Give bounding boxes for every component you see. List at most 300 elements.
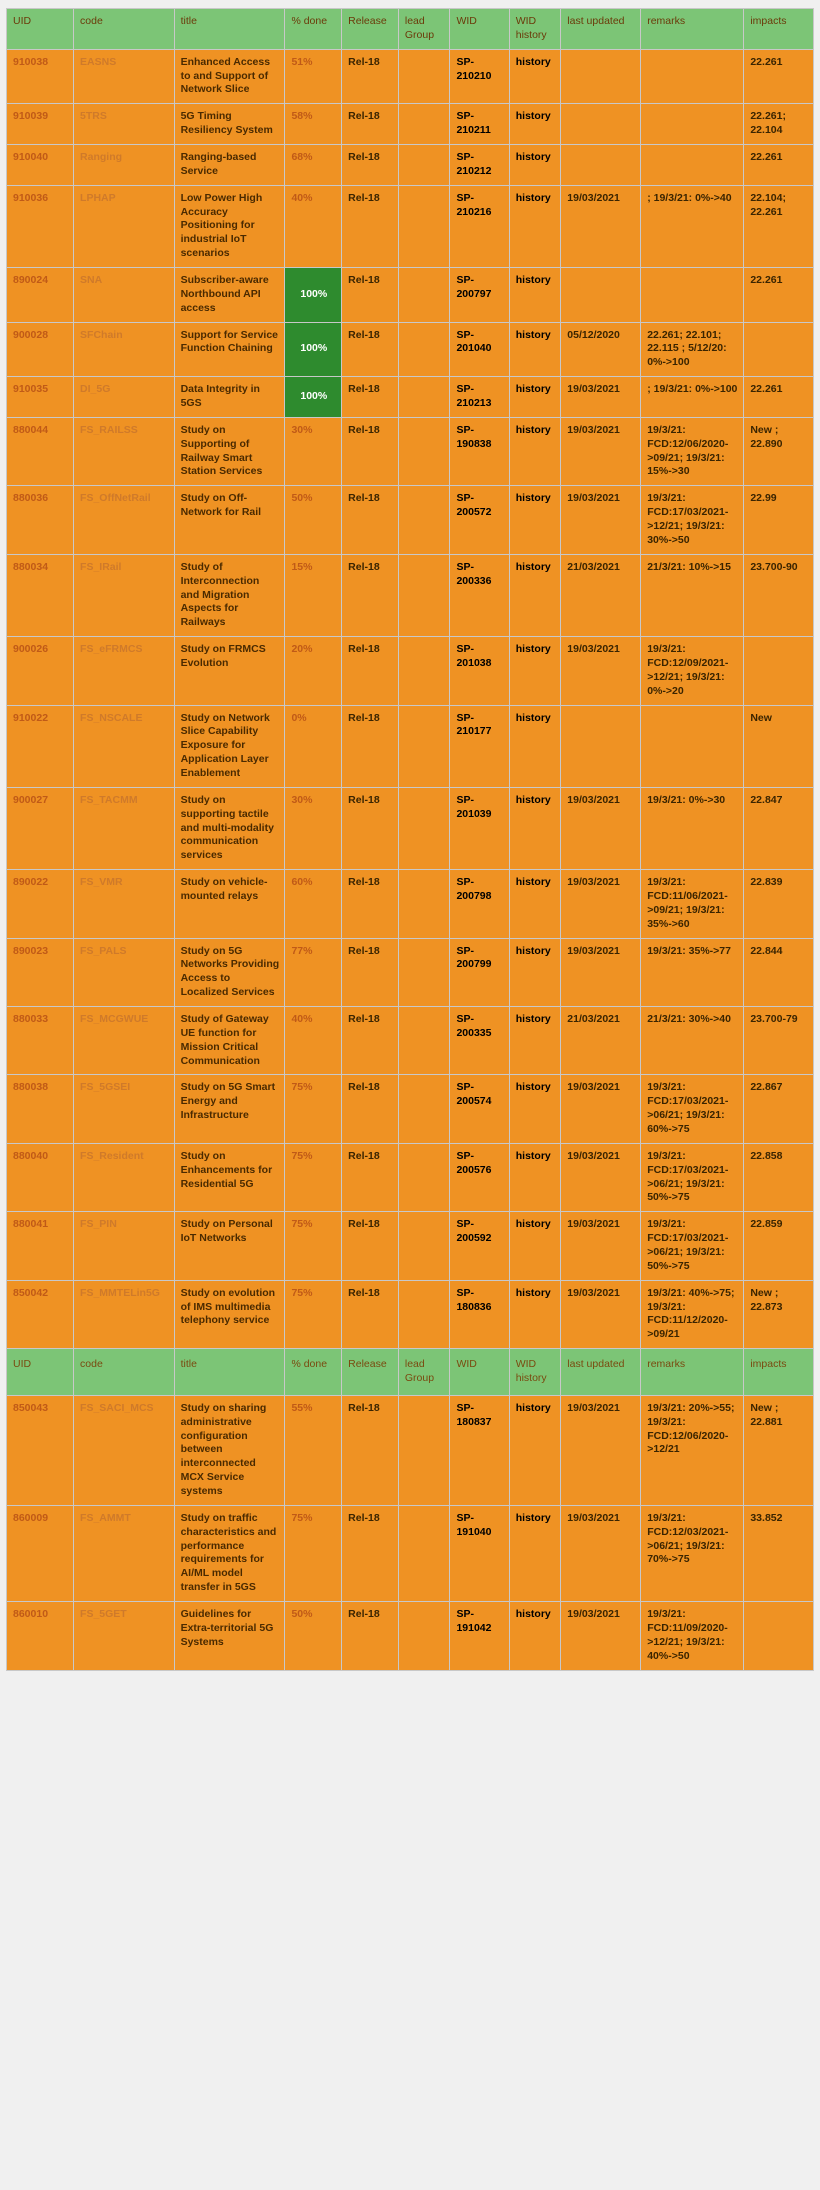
cell-percent-done: 30% <box>285 417 342 485</box>
cell-lead-group <box>398 417 450 485</box>
cell-release: Rel-18 <box>342 1602 399 1670</box>
cell-impacts: 22.867 <box>744 1075 814 1143</box>
cell-code[interactable]: FS_PIN <box>74 1212 175 1280</box>
column-header-wid[interactable]: WID <box>450 9 509 50</box>
cell-last-updated: 19/03/2021 <box>561 417 641 485</box>
cell-impacts: 22.104; 22.261 <box>744 185 814 267</box>
cell-wid-history-link[interactable]: history <box>509 554 561 636</box>
cell-title: Study on Supporting of Railway Smart Station Services <box>174 417 285 485</box>
column-header-last-updated[interactable]: last updated <box>561 9 641 50</box>
cell-wid-link[interactable]: SP-200572 <box>450 486 509 554</box>
column-header-repeat[interactable]: code <box>74 1349 175 1396</box>
table-row <box>7 145 814 186</box>
cell-release: Rel-18 <box>342 1505 399 1601</box>
cell-last-updated: 19/03/2021 <box>561 185 641 267</box>
cell-lead-group <box>398 486 450 554</box>
cell-code[interactable]: FS_IRail <box>74 554 175 636</box>
cell-remarks: 19/3/21: FCD:17/03/2021->06/21; 19/3/21: 50%->75 <box>641 1143 744 1211</box>
cell-wid-history-link[interactable]: history <box>509 637 561 705</box>
cell-uid: 890024 <box>7 268 74 323</box>
cell-last-updated: 19/03/2021 <box>561 1143 641 1211</box>
column-header-repeat[interactable]: impacts <box>744 1349 814 1396</box>
column-header-repeat[interactable]: WID <box>450 1349 509 1396</box>
cell-impacts: New ; 22.890 <box>744 417 814 485</box>
cell-uid: 910036 <box>7 185 74 267</box>
cell-wid-link[interactable]: SP-191042 <box>450 1602 509 1670</box>
cell-code[interactable]: FS_PALS <box>74 938 175 1006</box>
cell-wid-link[interactable]: SP-200799 <box>450 938 509 1006</box>
column-header-repeat[interactable]: UID <box>7 1349 74 1396</box>
cell-impacts: 23.700-79 <box>744 1006 814 1074</box>
cell-percent-done: 40% <box>285 185 342 267</box>
cell-release: Rel-18 <box>342 1212 399 1280</box>
cell-wid-link[interactable]: SP-200574 <box>450 1075 509 1143</box>
cell-last-updated <box>561 268 641 323</box>
cell-wid-link[interactable]: SP-180837 <box>450 1395 509 1505</box>
column-header-repeat[interactable]: remarks <box>641 1349 744 1396</box>
cell-remarks <box>641 268 744 323</box>
cell-percent-done: 30% <box>285 787 342 869</box>
cell-percent-done: 15% <box>285 554 342 636</box>
column-header-repeat[interactable]: last updated <box>561 1349 641 1396</box>
cell-impacts <box>744 1602 814 1670</box>
cell-remarks <box>641 104 744 145</box>
cell-title: Study on traffic characteristics and performance requirements for AI/ML model transfer in 5GS <box>174 1505 285 1601</box>
cell-lead-group <box>398 1075 450 1143</box>
cell-remarks: 19/3/21: 20%->55; 19/3/21: FCD:12/06/2020->12/21 <box>641 1395 744 1505</box>
cell-uid: 910040 <box>7 145 74 186</box>
cell-wid-history-link[interactable]: history <box>509 1006 561 1074</box>
cell-impacts: 22.261 <box>744 377 814 418</box>
cell-lead-group <box>398 104 450 145</box>
cell-wid-link[interactable]: SP-210210 <box>450 49 509 104</box>
cell-uid: 890023 <box>7 938 74 1006</box>
table-row <box>7 787 814 869</box>
table-row <box>7 1280 814 1348</box>
cell-wid-history-link[interactable]: history <box>509 1280 561 1348</box>
table-row <box>7 705 814 787</box>
table-row <box>7 1075 814 1143</box>
cell-impacts <box>744 637 814 705</box>
cell-percent-done: 77% <box>285 938 342 1006</box>
cell-release: Rel-18 <box>342 705 399 787</box>
cell-uid: 850043 <box>7 1395 74 1505</box>
cell-code[interactable]: FS_Resident <box>74 1143 175 1211</box>
cell-lead-group <box>398 1505 450 1601</box>
column-header-lead-group[interactable]: lead Group <box>398 9 450 50</box>
cell-percent-done: 75% <box>285 1280 342 1348</box>
cell-impacts: 22.847 <box>744 787 814 869</box>
cell-wid-history-link[interactable]: history <box>509 185 561 267</box>
cell-code[interactable]: Ranging <box>74 145 175 186</box>
table-row <box>7 554 814 636</box>
table-row <box>7 185 814 267</box>
table-row <box>7 1602 814 1670</box>
cell-last-updated: 19/03/2021 <box>561 1212 641 1280</box>
cell-remarks: 19/3/21: FCD:12/09/2021->12/21; 19/3/21: 0%->20 <box>641 637 744 705</box>
cell-code[interactable]: EASNS <box>74 49 175 104</box>
cell-code[interactable]: FS_MCGWUE <box>74 1006 175 1074</box>
column-header-uid[interactable]: UID <box>7 9 74 50</box>
cell-remarks <box>641 145 744 186</box>
cell-percent-done: 50% <box>285 486 342 554</box>
column-header-repeat[interactable]: WID history <box>509 1349 561 1396</box>
cell-uid: 880044 <box>7 417 74 485</box>
cell-percent-done: 68% <box>285 145 342 186</box>
table-row <box>7 938 814 1006</box>
cell-title: 5G Timing Resiliency System <box>174 104 285 145</box>
cell-uid: 910038 <box>7 49 74 104</box>
cell-title: Study on 5G Networks Providing Access to Localized Services <box>174 938 285 1006</box>
cell-wid-history-link[interactable]: history <box>509 145 561 186</box>
cell-lead-group <box>398 787 450 869</box>
cell-title: Guidelines for Extra-territorial 5G Systems <box>174 1602 285 1670</box>
table-row <box>7 268 814 323</box>
cell-impacts: 22.261 <box>744 268 814 323</box>
cell-last-updated: 19/03/2021 <box>561 870 641 938</box>
cell-lead-group <box>398 377 450 418</box>
cell-last-updated <box>561 104 641 145</box>
cell-title: Study on vehicle-mounted relays <box>174 870 285 938</box>
cell-lead-group <box>398 1143 450 1211</box>
column-header-repeat[interactable]: Release <box>342 1349 399 1396</box>
cell-percent-done: 55% <box>285 1395 342 1505</box>
cell-last-updated: 19/03/2021 <box>561 787 641 869</box>
cell-lead-group <box>398 1212 450 1280</box>
cell-percent-done: 75% <box>285 1075 342 1143</box>
cell-uid: 910035 <box>7 377 74 418</box>
cell-release: Rel-18 <box>342 417 399 485</box>
cell-lead-group <box>398 870 450 938</box>
column-header-repeat[interactable]: title <box>174 1349 285 1396</box>
cell-title: Study on FRMCS Evolution <box>174 637 285 705</box>
cell-lead-group <box>398 268 450 323</box>
cell-lead-group <box>398 185 450 267</box>
cell-title: Study on 5G Smart Energy and Infrastructure <box>174 1075 285 1143</box>
cell-code[interactable]: LPHAP <box>74 185 175 267</box>
cell-last-updated <box>561 49 641 104</box>
cell-uid: 880040 <box>7 1143 74 1211</box>
cell-code[interactable]: FS_NSCALE <box>74 705 175 787</box>
cell-title: Study on Off-Network for Rail <box>174 486 285 554</box>
cell-remarks: 19/3/21: 35%->77 <box>641 938 744 1006</box>
cell-uid: 850042 <box>7 1280 74 1348</box>
cell-uid: 860009 <box>7 1505 74 1601</box>
cell-release: Rel-18 <box>342 1143 399 1211</box>
cell-uid: 880034 <box>7 554 74 636</box>
cell-code[interactable]: FS_OffNetRail <box>74 486 175 554</box>
column-header-percent-done[interactable]: % done <box>285 9 342 50</box>
cell-last-updated: 19/03/2021 <box>561 1395 641 1505</box>
column-header-repeat[interactable]: lead Group <box>398 1349 450 1396</box>
column-header-title[interactable]: title <box>174 9 285 50</box>
cell-title: Data Integrity in 5GS <box>174 377 285 418</box>
cell-impacts: 22.261 <box>744 49 814 104</box>
cell-wid-link[interactable]: SP-191040 <box>450 1505 509 1601</box>
cell-impacts: 22.99 <box>744 486 814 554</box>
cell-uid: 900026 <box>7 637 74 705</box>
cell-release: Rel-18 <box>342 49 399 104</box>
table-row <box>7 1505 814 1601</box>
column-header-remarks[interactable]: remarks <box>641 9 744 50</box>
cell-last-updated: 19/03/2021 <box>561 637 641 705</box>
cell-wid-history-link[interactable]: history <box>509 268 561 323</box>
cell-last-updated: 05/12/2020 <box>561 322 641 377</box>
cell-title: Study on supporting tactile and multi-modality communication services <box>174 787 285 869</box>
cell-last-updated <box>561 145 641 186</box>
column-header-repeat[interactable]: % done <box>285 1349 342 1396</box>
cell-wid-link[interactable]: SP-210177 <box>450 705 509 787</box>
cell-percent-done: 75% <box>285 1143 342 1211</box>
cell-uid: 880033 <box>7 1006 74 1074</box>
cell-lead-group <box>398 145 450 186</box>
cell-lead-group <box>398 1395 450 1505</box>
cell-wid-link[interactable]: SP-180836 <box>450 1280 509 1348</box>
cell-release: Rel-18 <box>342 787 399 869</box>
cell-wid-history-link[interactable]: history <box>509 787 561 869</box>
cell-lead-group <box>398 705 450 787</box>
cell-wid-link[interactable]: SP-200798 <box>450 870 509 938</box>
cell-uid: 910039 <box>7 104 74 145</box>
cell-title: Study on sharing administrative configuration between interconnected MCX Service systems <box>174 1395 285 1505</box>
cell-wid-link[interactable]: SP-201039 <box>450 787 509 869</box>
cell-code[interactable]: FS_TACMM <box>74 787 175 869</box>
cell-remarks: 19/3/21: 40%->75; 19/3/21: FCD:11/12/2020->09/21 <box>641 1280 744 1348</box>
cell-remarks: 19/3/21: FCD:11/09/2020->12/21; 19/3/21: 40%->50 <box>641 1602 744 1670</box>
cell-uid: 860010 <box>7 1602 74 1670</box>
cell-release: Rel-18 <box>342 185 399 267</box>
cell-remarks: 19/3/21: FCD:12/06/2020->09/21; 19/3/21: 15%->30 <box>641 417 744 485</box>
cell-impacts: 22.839 <box>744 870 814 938</box>
cell-title: Support for Service Function Chaining <box>174 322 285 377</box>
cell-release: Rel-18 <box>342 938 399 1006</box>
cell-release: Rel-18 <box>342 145 399 186</box>
cell-last-updated: 19/03/2021 <box>561 1280 641 1348</box>
cell-lead-group <box>398 938 450 1006</box>
cell-percent-done: 0% <box>285 705 342 787</box>
cell-code[interactable]: FS_5GET <box>74 1602 175 1670</box>
work-items-table <box>6 8 814 1671</box>
cell-lead-group <box>398 554 450 636</box>
cell-lead-group <box>398 322 450 377</box>
cell-uid: 900027 <box>7 787 74 869</box>
table-row <box>7 322 814 377</box>
cell-impacts: 22.858 <box>744 1143 814 1211</box>
table-row <box>7 1006 814 1074</box>
cell-release: Rel-18 <box>342 486 399 554</box>
cell-remarks: ; 19/3/21: 0%->100 <box>641 377 744 418</box>
cell-release: Rel-18 <box>342 637 399 705</box>
cell-uid: 880041 <box>7 1212 74 1280</box>
cell-uid: 880038 <box>7 1075 74 1143</box>
cell-percent-done: 60% <box>285 870 342 938</box>
cell-percent-done: 50% <box>285 1602 342 1670</box>
cell-wid-history-link[interactable]: history <box>509 1075 561 1143</box>
table-header <box>7 9 814 50</box>
cell-remarks: 19/3/21: FCD:17/03/2021->12/21; 19/3/21: 30%->50 <box>641 486 744 554</box>
cell-release: Rel-18 <box>342 1280 399 1348</box>
table-row <box>7 870 814 938</box>
cell-last-updated: 21/03/2021 <box>561 554 641 636</box>
cell-remarks: 22.261; 22.101; 22.115 ; 5/12/20: 0%->100 <box>641 322 744 377</box>
cell-title: Study on Personal IoT Networks <box>174 1212 285 1280</box>
cell-title: Study on Enhancements for Residential 5G <box>174 1143 285 1211</box>
cell-impacts: 22.859 <box>744 1212 814 1280</box>
cell-uid: 880036 <box>7 486 74 554</box>
cell-impacts: 33.852 <box>744 1505 814 1601</box>
cell-remarks <box>641 705 744 787</box>
column-header-release[interactable]: Release <box>342 9 399 50</box>
cell-remarks: 19/3/21: 0%->30 <box>641 787 744 869</box>
cell-code[interactable]: DI_5G <box>74 377 175 418</box>
cell-release: Rel-18 <box>342 377 399 418</box>
cell-last-updated <box>561 705 641 787</box>
cell-wid-link[interactable]: SP-200336 <box>450 554 509 636</box>
cell-last-updated: 19/03/2021 <box>561 938 641 1006</box>
cell-impacts: 22.844 <box>744 938 814 1006</box>
cell-wid-history-link[interactable]: history <box>509 705 561 787</box>
cell-code[interactable]: FS_MMTELin5G <box>74 1280 175 1348</box>
cell-wid-link[interactable]: SP-200797 <box>450 268 509 323</box>
cell-title: Study on Network Slice Capability Exposure for Application Layer Enablement <box>174 705 285 787</box>
cell-wid-history-link[interactable]: history <box>509 1602 561 1670</box>
cell-percent-done: 100% <box>285 322 342 377</box>
cell-wid-history-link[interactable]: history <box>509 870 561 938</box>
column-header-wid-history[interactable]: WID history <box>509 9 561 50</box>
cell-wid-link[interactable]: SP-200335 <box>450 1006 509 1074</box>
table-row <box>7 417 814 485</box>
cell-remarks: 21/3/21: 10%->15 <box>641 554 744 636</box>
cell-percent-done: 20% <box>285 637 342 705</box>
cell-release: Rel-18 <box>342 1075 399 1143</box>
cell-title: Study of Gateway UE function for Mission Critical Communication <box>174 1006 285 1074</box>
cell-last-updated: 21/03/2021 <box>561 1006 641 1074</box>
table-row <box>7 486 814 554</box>
cell-code[interactable]: FS_VMR <box>74 870 175 938</box>
table-row <box>7 49 814 104</box>
cell-remarks: 19/3/21: FCD:17/03/2021->06/21; 19/3/21: 50%->75 <box>641 1212 744 1280</box>
cell-wid-link[interactable]: SP-210212 <box>450 145 509 186</box>
cell-title: Study of Interconnection and Migration Aspects for Railways <box>174 554 285 636</box>
cell-code[interactable]: FS_AMMT <box>74 1505 175 1601</box>
cell-impacts: New <box>744 705 814 787</box>
cell-last-updated: 19/03/2021 <box>561 1075 641 1143</box>
cell-lead-group <box>398 1006 450 1074</box>
cell-title: Enhanced Access to and Support of Network Slice <box>174 49 285 104</box>
column-header-code[interactable]: code <box>74 9 175 50</box>
cell-wid-link[interactable]: SP-201038 <box>450 637 509 705</box>
cell-wid-link[interactable]: SP-200592 <box>450 1212 509 1280</box>
cell-impacts: New ; 22.881 <box>744 1395 814 1505</box>
cell-percent-done: 75% <box>285 1505 342 1601</box>
cell-code[interactable]: FS_SACI_MCS <box>74 1395 175 1505</box>
cell-code[interactable]: FS_RAILSS <box>74 417 175 485</box>
cell-title: Ranging-based Service <box>174 145 285 186</box>
cell-last-updated: 19/03/2021 <box>561 1505 641 1601</box>
cell-code[interactable]: FS_5GSEI <box>74 1075 175 1143</box>
cell-wid-history-link[interactable]: history <box>509 377 561 418</box>
cell-title: Low Power High Accuracy Positioning for industrial IoT scenarios <box>174 185 285 267</box>
cell-code[interactable]: SNA <box>74 268 175 323</box>
cell-wid-history-link[interactable]: history <box>509 1395 561 1505</box>
cell-impacts: New ; 22.873 <box>744 1280 814 1348</box>
cell-release: Rel-18 <box>342 1395 399 1505</box>
cell-remarks: 21/3/21: 30%->40 <box>641 1006 744 1074</box>
cell-code[interactable]: 5TRS <box>74 104 175 145</box>
cell-wid-history-link[interactable]: history <box>509 417 561 485</box>
cell-wid-link[interactable]: SP-200576 <box>450 1143 509 1211</box>
cell-impacts: 23.700-90 <box>744 554 814 636</box>
cell-percent-done: 100% <box>285 268 342 323</box>
table-row <box>7 377 814 418</box>
cell-uid: 910022 <box>7 705 74 787</box>
table-row <box>7 637 814 705</box>
cell-release: Rel-18 <box>342 322 399 377</box>
cell-wid-history-link[interactable]: history <box>509 1212 561 1280</box>
cell-lead-group <box>398 49 450 104</box>
table-row <box>7 1143 814 1211</box>
cell-lead-group <box>398 1602 450 1670</box>
cell-release: Rel-18 <box>342 104 399 145</box>
cell-wid-history-link[interactable]: history <box>509 49 561 104</box>
cell-wid-link[interactable]: SP-210213 <box>450 377 509 418</box>
cell-release: Rel-18 <box>342 870 399 938</box>
cell-wid-history-link[interactable]: history <box>509 486 561 554</box>
cell-wid-link[interactable]: SP-210211 <box>450 104 509 145</box>
cell-remarks: ; 19/3/21: 0%->40 <box>641 185 744 267</box>
cell-percent-done: 40% <box>285 1006 342 1074</box>
cell-percent-done: 51% <box>285 49 342 104</box>
cell-release: Rel-18 <box>342 554 399 636</box>
table-header-row-repeat <box>7 1349 814 1396</box>
table-row <box>7 1212 814 1280</box>
cell-wid-history-link[interactable]: history <box>509 1143 561 1211</box>
table-row <box>7 104 814 145</box>
cell-wid-history-link[interactable]: history <box>509 322 561 377</box>
cell-remarks: 19/3/21: FCD:12/03/2021->06/21; 19/3/21: 70%->75 <box>641 1505 744 1601</box>
cell-wid-link[interactable]: SP-201040 <box>450 322 509 377</box>
cell-uid: 900028 <box>7 322 74 377</box>
table-header-row <box>7 9 814 50</box>
cell-percent-done: 58% <box>285 104 342 145</box>
cell-percent-done: 100% <box>285 377 342 418</box>
cell-lead-group <box>398 637 450 705</box>
cell-wid-history-link[interactable]: history <box>509 104 561 145</box>
column-header-impacts[interactable]: impacts <box>744 9 814 50</box>
cell-impacts: 22.261 <box>744 145 814 186</box>
cell-wid-link[interactable]: SP-210216 <box>450 185 509 267</box>
cell-wid-link[interactable]: SP-190838 <box>450 417 509 485</box>
table-row <box>7 1395 814 1505</box>
cell-code[interactable]: FS_eFRMCS <box>74 637 175 705</box>
cell-remarks: 19/3/21: FCD:17/03/2021->06/21; 19/3/21: 60%->75 <box>641 1075 744 1143</box>
cell-last-updated: 19/03/2021 <box>561 486 641 554</box>
cell-remarks: 19/3/21: FCD:11/06/2021->09/21; 19/3/21: 35%->60 <box>641 870 744 938</box>
cell-release: Rel-18 <box>342 268 399 323</box>
cell-wid-history-link[interactable]: history <box>509 938 561 1006</box>
cell-last-updated: 19/03/2021 <box>561 377 641 418</box>
cell-uid: 890022 <box>7 870 74 938</box>
cell-impacts <box>744 322 814 377</box>
cell-title: Subscriber-aware Northbound API access <box>174 268 285 323</box>
cell-code[interactable]: SFChain <box>74 322 175 377</box>
cell-lead-group <box>398 1280 450 1348</box>
cell-wid-history-link[interactable]: history <box>509 1505 561 1601</box>
cell-release: Rel-18 <box>342 1006 399 1074</box>
cell-last-updated: 19/03/2021 <box>561 1602 641 1670</box>
table-body <box>7 49 814 1670</box>
cell-percent-done: 75% <box>285 1212 342 1280</box>
